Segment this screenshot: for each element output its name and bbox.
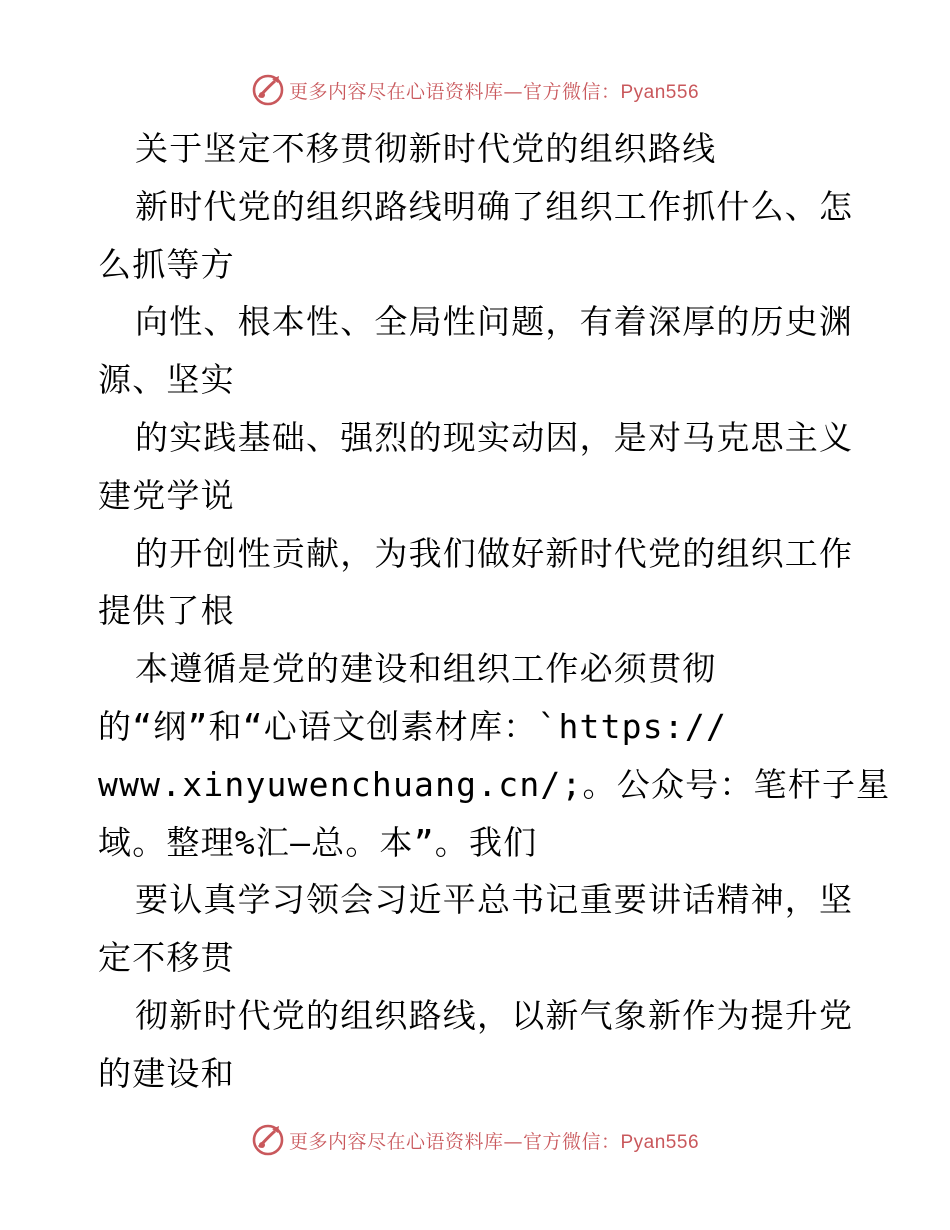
body-line-16: 彻新时代党的组织路线，以新气象新作为提升党 bbox=[135, 995, 854, 1035]
body-line-1: 关于坚定不移贯彻新时代党的组织路线 bbox=[135, 129, 717, 168]
footer-banner-text bbox=[289, 1127, 699, 1154]
body-line-11: 的“纲”和“心语文创素材库：`https:// bbox=[98, 706, 728, 746]
body-line-7: 建党学说 bbox=[98, 475, 235, 515]
footer-banner-inner bbox=[251, 1123, 699, 1157]
header-banner-text bbox=[289, 77, 699, 104]
footer-banner bbox=[0, 1120, 950, 1160]
footer-wechat-id: Pyan556 bbox=[620, 1131, 700, 1153]
body-line-6: 的实践基础、强烈的现实动因，是对马克思主义 bbox=[135, 417, 854, 457]
body-line-10: 本遵循是党的建设和组织工作必须贯彻 bbox=[135, 649, 717, 689]
header-banner bbox=[0, 70, 950, 110]
body-line-17: 的建设和 bbox=[98, 1053, 235, 1093]
body-line-9: 提供了根 bbox=[98, 591, 235, 631]
body-line-15: 定不移贯 bbox=[98, 938, 235, 978]
body-line-12: www.xinyuwenchuang.cn/;。公众号：笔杆子星 bbox=[98, 764, 891, 804]
body-text bbox=[98, 120, 891, 1103]
header-banner-label: 更多内容尽在心语资料库—官方微信： bbox=[288, 80, 621, 103]
body-line-8: 的开创性贡献，为我们做好新时代党的组织工作 bbox=[135, 533, 854, 573]
pen-logo-icon bbox=[251, 73, 285, 107]
body-line-5: 源、坚实 bbox=[98, 360, 235, 400]
body-line-13: 域。整理%汇—总。本”。我们 bbox=[98, 822, 538, 862]
pen-logo-icon bbox=[251, 1123, 285, 1157]
body-line-3: 么抓等方 bbox=[98, 244, 235, 284]
header-banner-inner bbox=[251, 73, 699, 107]
body-line-2: 新时代党的组织路线明确了组织工作抓什么、怎 bbox=[135, 186, 854, 226]
footer-banner-label: 更多内容尽在心语资料库—官方微信： bbox=[288, 1130, 621, 1153]
body-line-14: 要认真学习领会习近平总书记重要讲话精神，坚 bbox=[135, 880, 854, 920]
body-line-4: 向性、根本性、全局性问题，有着深厚的历史渊 bbox=[135, 302, 854, 342]
header-wechat-id: Pyan556 bbox=[620, 81, 700, 103]
